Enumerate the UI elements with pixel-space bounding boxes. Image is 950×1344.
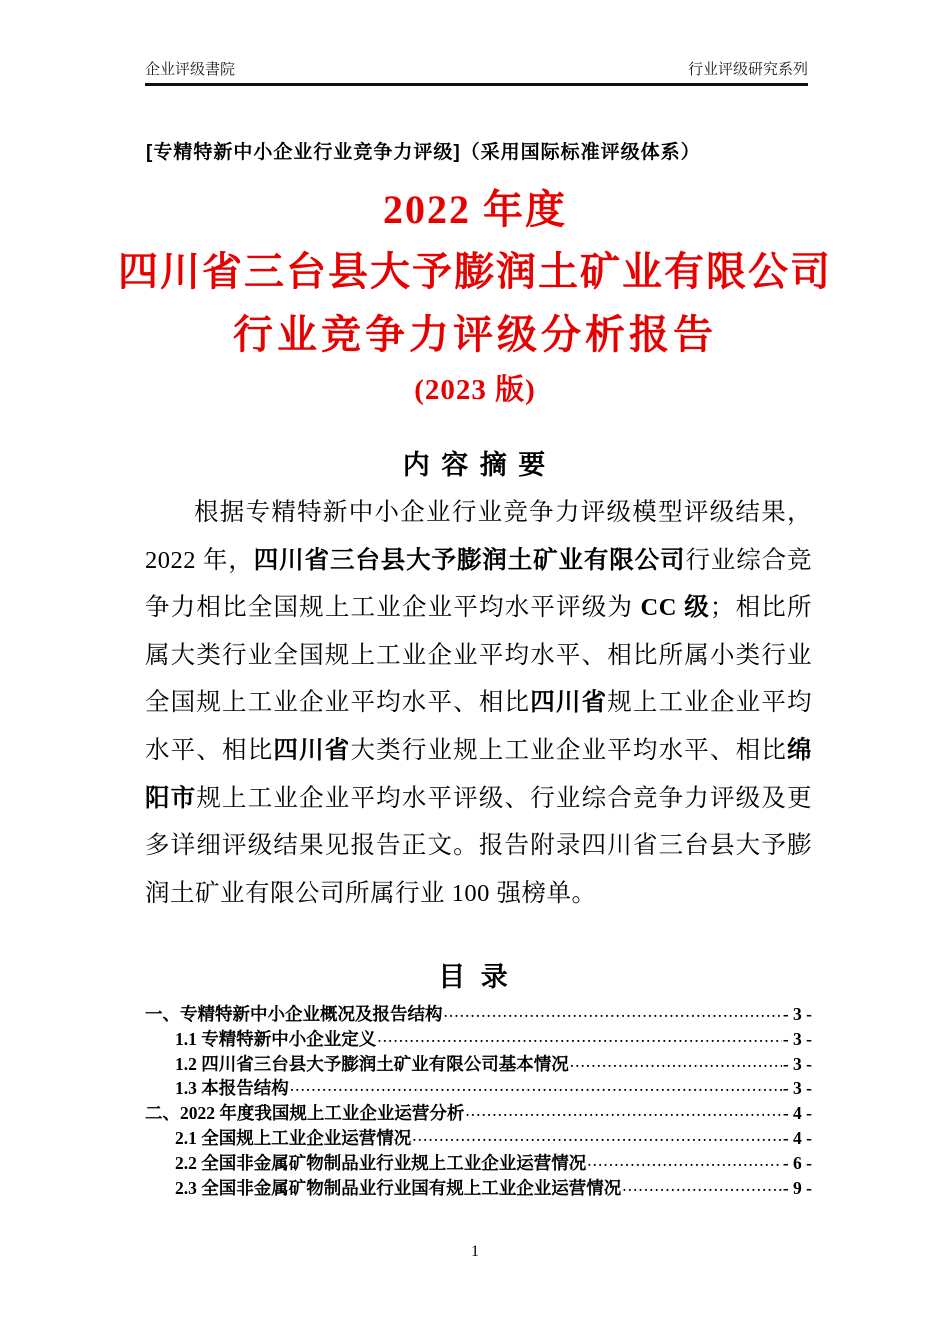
toc-item-label: 一、专精特新中小企业概况及报告结构 <box>145 1004 443 1024</box>
company-name-title: 四川省三台县大予膨润土矿业有限公司 <box>118 249 832 294</box>
toc-item-label: 1.1 专精特新中小企业定义 <box>175 1028 377 1049</box>
header-right-series: 行业评级研究系列 <box>687 61 808 78</box>
toc-dot-leader <box>465 1102 781 1120</box>
toc-item-label: 2.1 全国规上工业企业运营情况 <box>175 1127 412 1148</box>
toc-item-label: 1.2 四川省三台县大予膨润土矿业有限公司基本情况 <box>175 1053 569 1074</box>
toc-item-page: - 4 - <box>782 1127 812 1148</box>
toc-item-page: - 6 - <box>782 1152 812 1173</box>
toc-dot-leader <box>290 1077 782 1095</box>
toc-item[interactable] <box>145 1027 812 1052</box>
toc-item-page: - 3 - <box>782 1053 812 1074</box>
header-left-brand: 企业评级書院 <box>145 61 236 78</box>
toc-item-page: - 9 - <box>782 1177 812 1198</box>
toc-item-page: - 3 - <box>782 1004 812 1024</box>
toc-dot-leader <box>622 1176 782 1194</box>
toc-item-page: - 3 - <box>782 1078 812 1099</box>
rating-system-subtitle: [专精特新中小企业行业竞争力评级]（采用国际标准评级体系） <box>146 142 701 163</box>
summary-segment-province-bold: 四川省 <box>273 736 351 764</box>
toc-dot-leader <box>377 1027 782 1045</box>
summary-segment-province-bold: 四川省 <box>530 689 608 717</box>
toc-dot-leader <box>587 1151 782 1169</box>
page-number: 1 <box>471 1243 479 1260</box>
summary-segment-city-bold: 绵阳市 <box>145 736 813 812</box>
toc-item-page: - 4 - <box>782 1103 812 1124</box>
toc-dot-leader <box>412 1126 782 1144</box>
table-of-contents <box>145 1002 812 1200</box>
toc-item[interactable] <box>145 1176 812 1201</box>
report-type-title: 行业竞争力评级分析报告 <box>233 312 717 357</box>
toc-dot-leader <box>570 1052 782 1070</box>
toc-item-label: 二、2022 年度我国规上工业企业运营分析 <box>145 1103 465 1124</box>
summary-segment: 规上工业企业平均水平、相比 <box>145 689 813 764</box>
toc-item[interactable] <box>145 1002 812 1027</box>
toc-item-label: 1.3 本报告结构 <box>175 1078 289 1099</box>
toc-item-label: 2.2 全国非金属矿物制品业行业规上工业企业运营情况 <box>175 1152 587 1173</box>
summary-heading: 内 容 摘 要 <box>402 450 548 480</box>
summary-segment-company-bold: 四川省三台县大予膨润土矿业有限公司 <box>253 546 686 574</box>
page-header <box>145 60 808 86</box>
toc-item[interactable] <box>145 1076 812 1101</box>
toc-heading: 目 录 <box>438 962 512 992</box>
summary-segment-rating-bold: CC 级 <box>640 594 710 622</box>
summary-segment: 大类行业规上工业企业平均水平、相比 <box>350 736 788 764</box>
toc-item-label: 2.3 全国非金属矿物制品业行业国有规上工业企业运营情况 <box>175 1177 622 1198</box>
toc-dot-leader <box>444 1003 782 1021</box>
toc-item[interactable] <box>145 1052 812 1077</box>
summary-paragraph <box>145 489 812 917</box>
toc-item-page: - 3 - <box>782 1028 812 1049</box>
summary-segment: 规上工业企业平均水平评级、行业综合竞争力评级及更多详细评级结果见报告正文。报告附录四川省三台县大予膨润土矿业有限公司所属行业 100 强榜单。 <box>145 784 813 907</box>
toc-item[interactable] <box>145 1126 812 1151</box>
toc-item[interactable] <box>145 1101 812 1126</box>
report-edition-title: (2023 版) <box>414 374 536 406</box>
report-year-title: 2022 年度 <box>383 187 567 232</box>
toc-item[interactable] <box>145 1151 812 1176</box>
summary-segment: ；相比所属大类行业全国规上工业企业平均水平、相比所属小类行业全国规上工业企业平均水平、相比 <box>145 594 813 717</box>
summary-segment: 根据专精特新中小企业行业竞争力评级模型评级结果，2022 年， <box>145 499 812 574</box>
summary-segment: 行业综合竞争力相比全国规上工业企业平均水平评级为 <box>145 546 812 622</box>
